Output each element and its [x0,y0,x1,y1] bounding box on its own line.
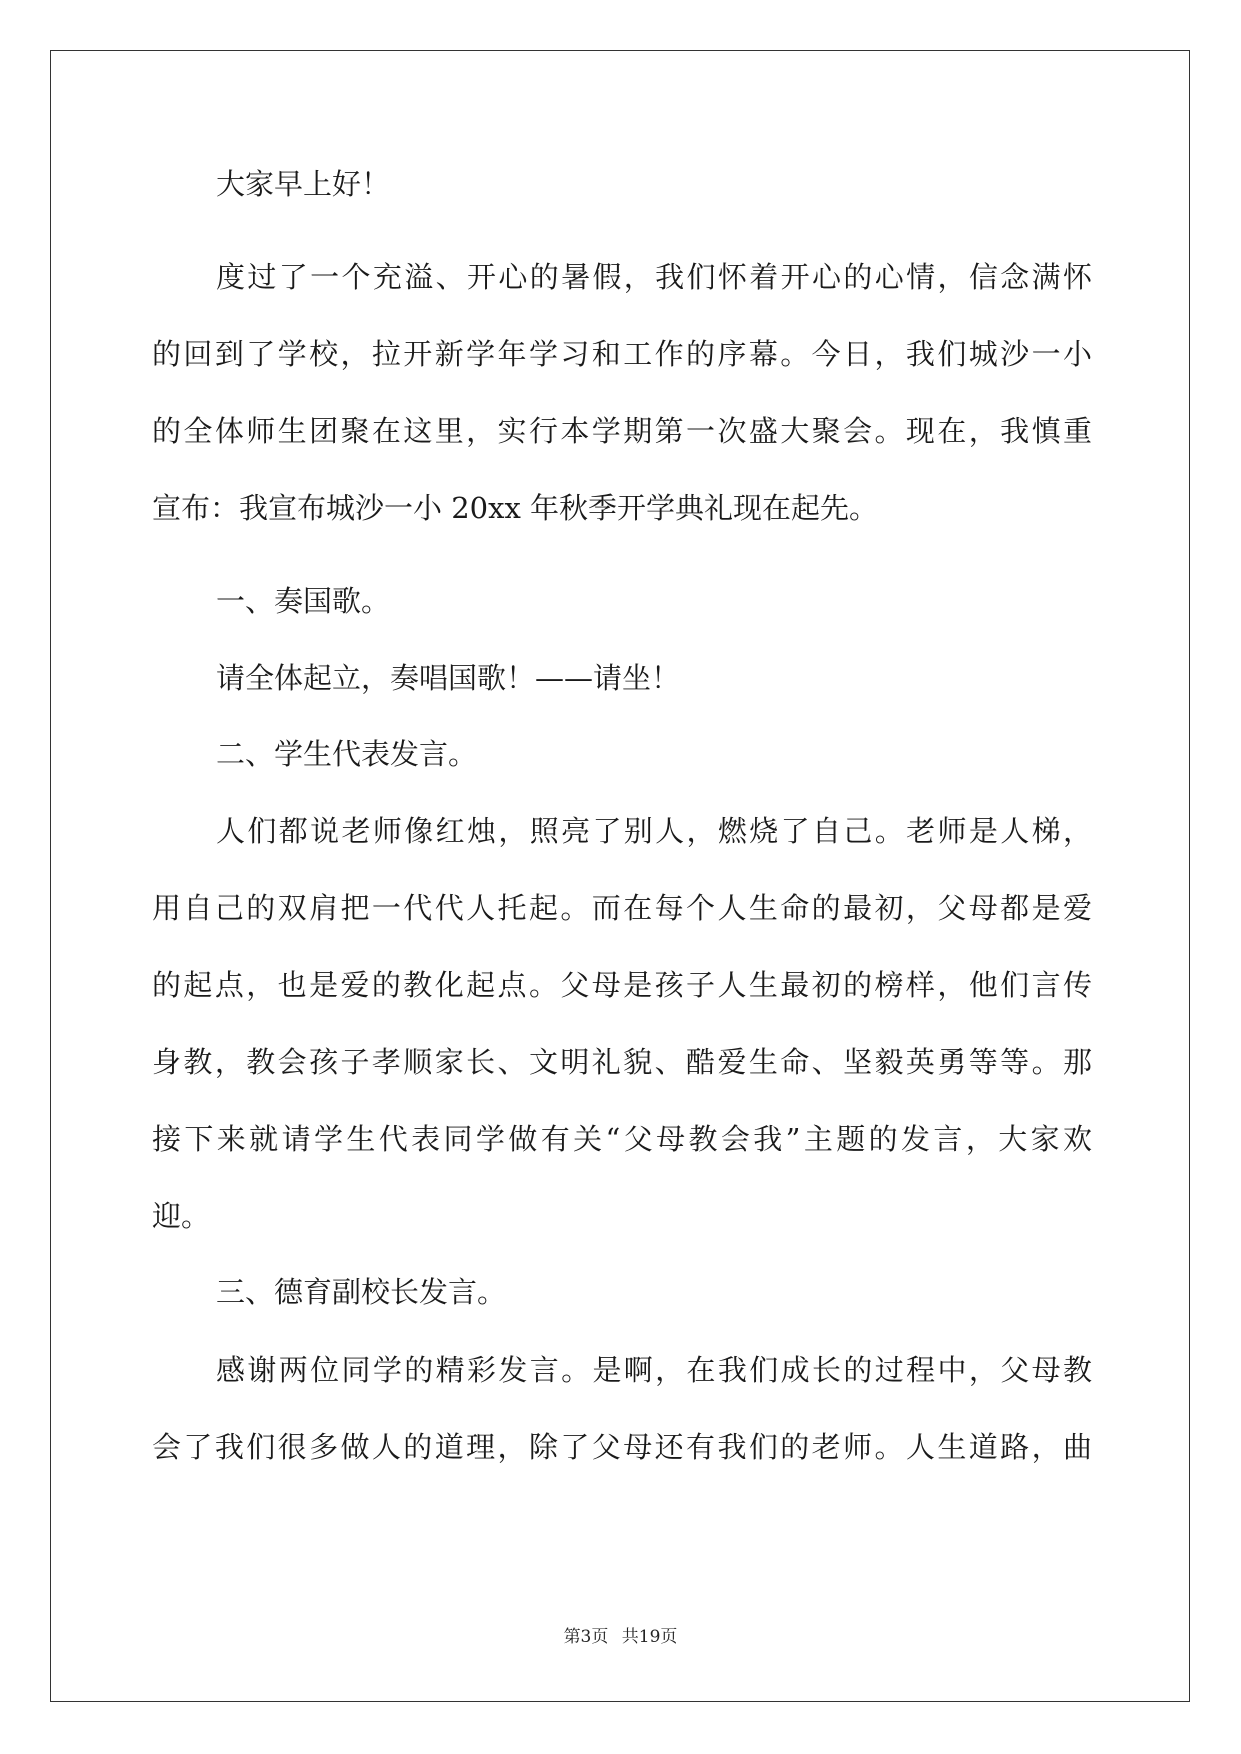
paragraph-line: 的回到了学校，拉开新学年学习和工作的序幕。今日，我们城沙一小 [152,337,1092,371]
paragraph-line: 感谢两位同学的精彩发言。是啊，在我们成长的过程中，父母教 [216,1353,1092,1387]
paragraph-line: 的起点，也是爱的教化起点。父母是孩子人生最初的榜样，他们言传 [152,968,1092,1002]
paragraph-line: 接下来就请学生代表同学做有关“父母教会我”主题的发言，大家欢 [152,1122,1092,1156]
paragraph-line: 宣布：我宣布城沙一小 20xx 年秋季开学典礼现在起先。 [152,491,879,525]
paragraph-line: 身教，教会孩子孝顺家长、文明礼貌、酷爱生命、坚毅英勇等等。那 [152,1045,1092,1079]
section-heading: 二、学生代表发言。 [216,737,478,771]
section-heading: 一、奏国歌。 [216,584,391,618]
paragraph-line: 会了我们很多做人的道理，除了父母还有我们的老师。人生道路，曲 [152,1430,1092,1464]
paragraph-line: 迎。 [152,1199,211,1233]
paragraph-line: 人们都说老师像红烛，照亮了别人，燃烧了自己。老师是人梯， [216,814,1092,848]
page-footer [0,1626,1241,1648]
paragraph-line: 的全体师生团聚在这里，实行本学期第一次盛大聚会。现在，我慎重 [152,414,1092,448]
paragraph-line: 度过了一个充溢、开心的暑假，我们怀着开心的心情，信念满怀 [216,260,1092,294]
greeting-line: 大家早上好！ [216,167,391,201]
paragraph-line: 请全体起立，奏唱国歌！——请坐！ [216,661,681,695]
paragraph-line: 用自己的双肩把一代代人托起。而在每个人生命的最初，父母都是爱 [152,891,1092,925]
section-heading: 三、德育副校长发言。 [216,1275,507,1309]
page-total: 共19页 [621,1627,678,1647]
page-number: 第3页 [563,1627,609,1647]
